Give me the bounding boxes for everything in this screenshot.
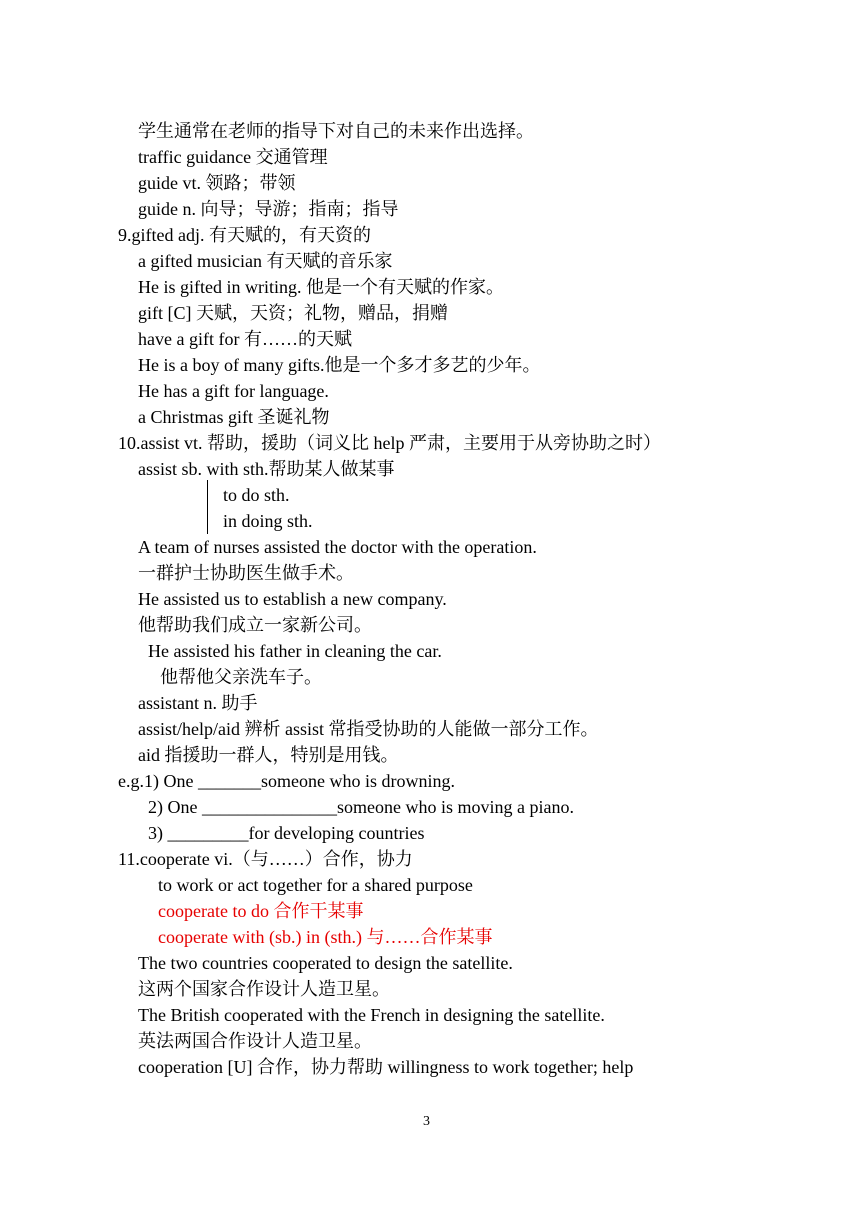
bracket-divider	[207, 480, 208, 534]
exercise-line: 3) _________for developing countries	[148, 823, 425, 843]
text-line: assistant n. 助手	[138, 693, 258, 713]
text-line: a gifted musician 有天赋的音乐家	[138, 251, 393, 271]
text-line: guide vt. 领路；带领	[138, 173, 296, 193]
text-line: The British cooperated with the French in designing the satellite.	[138, 1005, 605, 1025]
text-line: to do sth.	[223, 485, 290, 505]
text-line: A team of nurses assisted the doctor with the operation.	[138, 537, 537, 557]
text-line: assist/help/aid 辨析 assist 常指受协助的人能做一部分工作。	[138, 719, 599, 739]
text-line: guide n. 向导；导游；指南；指导	[138, 199, 399, 219]
section-heading: 9.gifted adj. 有天赋的，有天资的	[118, 225, 371, 245]
text-line: traffic guidance 交通管理	[138, 147, 328, 167]
text-line: 英法两国合作设计人造卫星。	[138, 1031, 372, 1051]
text-line: have a gift for 有……的天赋	[138, 329, 352, 349]
text-line: in doing sth.	[223, 511, 313, 531]
exercise-line: e.g.1) One _______someone who is drowning.	[118, 771, 455, 791]
text-line: aid 指援助一群人，特别是用钱。	[138, 745, 399, 765]
text-line: He assisted his father in cleaning the car.	[148, 641, 442, 661]
exercise-line: 2) One _______________someone who is moving a piano.	[148, 797, 574, 817]
text-line: 他帮他父亲洗车子。	[160, 667, 322, 687]
text-line: The two countries cooperated to design the satellite.	[138, 953, 513, 973]
text-line: a Christmas gift 圣诞礼物	[138, 407, 330, 427]
text-line: cooperation [U] 合作，协力帮助 willingness to work together; help	[138, 1057, 634, 1077]
text-line: 这两个国家合作设计人造卫星。	[138, 979, 390, 999]
text-line: 他帮助我们成立一家新公司。	[138, 615, 372, 635]
text-line: He has a gift for language.	[138, 381, 329, 401]
text-line: He assisted us to establish a new company.	[138, 589, 447, 609]
text-line: gift [C] 天赋，天资；礼物，赠品，捐赠	[138, 303, 448, 323]
section-heading: 10.assist vt. 帮助，援助（词义比 help 严肃，主要用于从旁协助之时）	[118, 433, 661, 453]
text-line: assist sb. with sth.帮助某人做某事	[138, 459, 395, 479]
text-line: to work or act together for a shared purpose	[158, 875, 473, 895]
text-line: 一群护士协助医生做手术。	[138, 563, 354, 583]
section-heading: 11.cooperate vi.（与……）合作，协力	[118, 849, 413, 869]
page-number: 3	[423, 1114, 430, 1129]
text-line: He is a boy of many gifts.他是一个多才多艺的少年。	[138, 355, 541, 375]
text-line: 学生通常在老师的指导下对自己的未来作出选择。	[138, 121, 534, 141]
highlight-line: cooperate with (sb.) in (sth.) 与……合作某事	[158, 927, 493, 947]
highlight-line: cooperate to do 合作干某事	[158, 901, 364, 921]
text-line: He is gifted in writing. 他是一个有天赋的作家。	[138, 277, 504, 297]
